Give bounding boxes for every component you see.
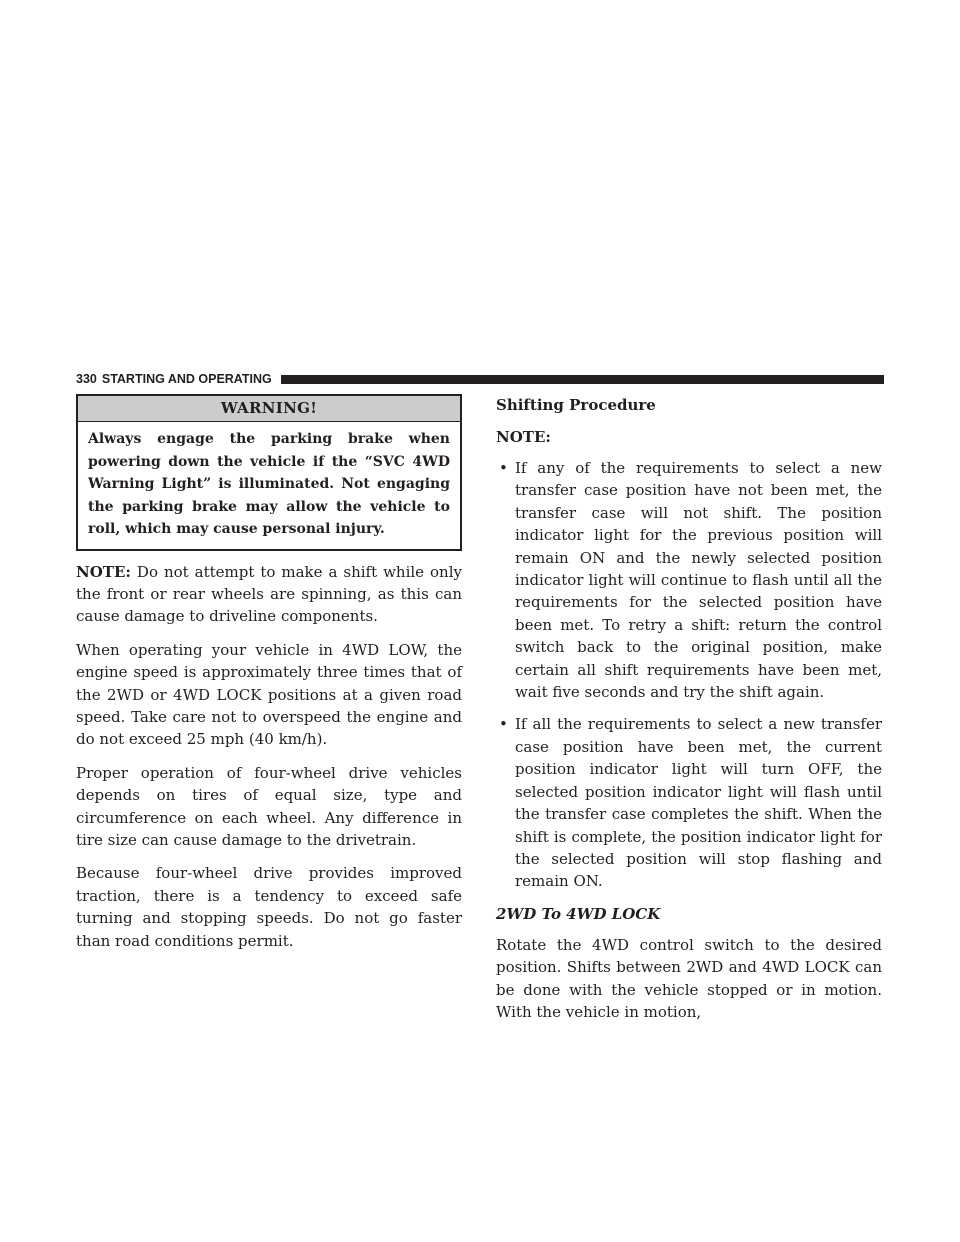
list-item-text: If any of the requirements to select a new transfer case position have not been met, the transfer case will not shift. The position indicator light for the previous position will remain ON and the newly selected position indicator light will continue to flash until all the requirements for the selected position have been met. To retry a shift: return the control switch back to the original position, make certain all shift requirements have been met, wait five seconds and try the shift again. (515, 459, 882, 702)
left-column (76, 394, 462, 963)
section-heading: Shifting Procedure (496, 396, 656, 414)
page-header (76, 370, 884, 388)
warning-box (76, 394, 462, 551)
subsection-heading: 2WD To 4WD LOCK (496, 904, 661, 923)
list-item-text: If all the requirements to select a new transfer case position have been met, the current position indicator light will turn OFF, the selected position indicator light will flash until the transfer case completes the shift. When the shift is complete, the position indicator light for the selected position will stop flashing and remain ON. (515, 715, 882, 891)
body-paragraph: Rotate the 4WD control switch to the desired position. Shifts between 2WD and 4WD LOCK can be done with the vehicle stopped or in motion. With the vehicle in motion, (496, 935, 882, 1021)
bullet-icon: • (499, 715, 508, 734)
right-column (496, 394, 882, 1023)
note-paragraph (76, 561, 462, 628)
note-heading: NOTE: (496, 428, 551, 446)
section-title: STARTING AND OPERATING (101, 372, 272, 386)
note-label: NOTE: (76, 562, 131, 581)
body-paragraph: Proper operation of four-wheel drive vehicles depends on tires of equal size, type and circumference on each wheel. Any difference in tire size can cause damage to the drivetrain. (76, 763, 462, 849)
note-text: Do not attempt to make a shift while only the front or rear wheels are spinning, as this can cause damage to driveline components. (76, 562, 462, 626)
warning-title: WARNING! (78, 396, 460, 422)
list-item (496, 713, 882, 892)
bullet-icon: • (499, 459, 508, 477)
body-paragraph: Because four-wheel drive provides improved traction, there is a tendency to exceed safe turning and stopping speeds. Do not go faster than road conditions permit. (76, 864, 462, 950)
page-number: 330 (76, 372, 97, 386)
header-rule (281, 375, 884, 384)
body-paragraph: When operating your vehicle in 4WD LOW, the engine speed is approximately three times that of the 2WD or 4WD LOCK positions at a given road speed. Take care not to overspeed the engine and do not exceed 25 mph (40 km/h). (76, 640, 462, 749)
list-item (496, 457, 882, 703)
warning-text: Always engage the parking brake when powering down the vehicle if the “SVC 4WD Warning Light” is illuminated. Not engaging the parking brake may allow the vehicle to roll, which may cause personal injury. (88, 431, 450, 537)
